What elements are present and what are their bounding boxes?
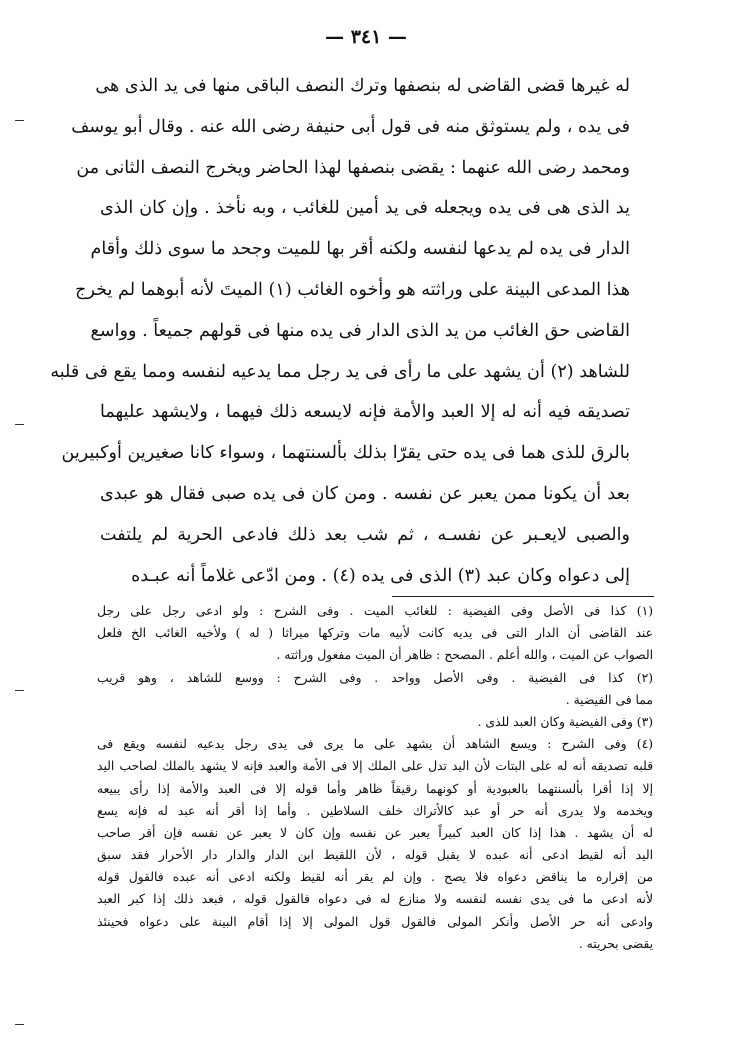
footnote-line: الصواب عن الميت ، والله أعلم . المصحح : ظاهر أن الميت مفعول وراثته . (276, 648, 653, 663)
main-text-line: هذا المدعى البينة على وراثته هو وأخوه الغائب (١) الميتَ لأنه أبوهما لم يخرج (75, 279, 630, 300)
margin-mark (15, 690, 24, 691)
main-text-line: إلى دعواه وكان عبد (٣) الذى فى يده (٤) . ومن ادّعى غلاماً أنه عبـده (131, 565, 630, 586)
main-text-line: القاضى حق الغائب من يد الذى الدار فى يده منها فى قولهم جميعاً . وواسع (90, 320, 630, 341)
footnotes (97, 600, 653, 955)
footnote-line: قلبه تصديقه أنه له على البتات لأن اليد تدل على الملك إلا فى الأمة والعبد فإنه لا يشهد بالملك لصاحب اليد (97, 759, 653, 774)
main-text-line: ومحمد رضى الله عنهما : يقضى بنصفها لهذا الحاضر ويخرج النصف الثانى من (76, 157, 630, 178)
footnote-line: يقضى بحريته . (578, 936, 653, 951)
main-text-line: يد الذى هى فى يده ويجعله فى يد أمين للغائب ، وبه نأخذ . وإن كان الذى (100, 198, 630, 219)
footnote-line: (٣) وفى الفيضية وكان العبد للذى . (477, 714, 653, 729)
margin-mark (15, 424, 24, 425)
footnote-line: عند القاضى أن الدار التى فى يديه كانت لأبيه مات وتركها ميراثا ( له ) ولأخيه الغائب الخ فلعل (97, 626, 653, 641)
footnote-line: وادعى أنه حر الأصل وأنكر المولى فالقول قول المولى إلا إذا أقام البينة على دعواه فحينئذ (97, 914, 653, 929)
footnote-separator (392, 596, 654, 597)
footnote-line: (١) كذا فى الأصل وفى الفيضية : للغائب الميت . وفى الشرح : ولو ادعى رجل على رجل (97, 604, 653, 618)
margin-mark (15, 120, 24, 121)
main-text-line: والصبى لايعـبر عن نفسـه ، ثم شب بعد ذلك فادعى الحرية لم يلتفت (100, 524, 630, 545)
page-number: — ٣٤١ — (325, 26, 407, 48)
footnote-line: اليد أنه لقيط ادعى أنه عبده لا يقبل قوله ، لأن اللقيط ابن الدار والدار دار الأحرار فقد سبق (97, 848, 653, 863)
footnote-line: له أن يشهد . هذا إذا كان العبد كبيراً يعبر عن نفسه وإن كان لا يعبر عن نفسه فإن أقر صاحب (97, 825, 653, 840)
footnote-line: إلا إذا أقرا بألسنتهما بالعبودية أو كونهما رقيقاً ظاهر وأما قوله إلا فى العبد والأمة إذا رأى يبيعه (97, 781, 653, 796)
footnote-line: لأنه ادعى ما فى يدى نفسه لنفسه ولا منازع له فى دعواه فالقول قوله ، فبعد ذلك إذا كبر العبد (97, 892, 653, 907)
main-text-line: بالرق للذى هما فى يده حتى يقرّا بذلك بألسنتهما ، وسواء كانا صغيرين أوكبيرين (61, 443, 630, 464)
main-text-line: للشاهد (٢) أن يشهد على ما رأى فى يد رجل مما يدعيه لنفسه ومما يقع فى قلبه (50, 361, 630, 382)
main-text-line: فى يده ، ولم يستوثق منه فى قول أبى حنيفة رضى الله عنه . وقال أبو يوسف (71, 116, 630, 137)
main-text-line: تصديقه فيه أنه له إلا العبد والأمة فإنه لايسعه ذلك فيهما ، ولايشهد عليهما (100, 402, 630, 423)
main-text-line: الدار فى يده لم يدعها لنفسه ولكنه أقر بها للميت وجحد ما سوى ذلك وأقام (90, 239, 630, 260)
footnote-line: (٤) وفى الشرح : ويسع الشاهد أن يشهد على ما يرى فى يدى رجل يدعيه لنفسه ويقع فى (97, 737, 653, 752)
footnote-line: ويخدمه ولا يدرى أنه حر أو عبد كالأتراك خلف السلاطين . وأما إذا أقر أنه عبد له فإنه يسع (97, 803, 653, 818)
main-text-line: له غيرها قضى القاضى له بنصفها وترك النصف الباقى منها فى يد الذى هى (95, 76, 630, 96)
main-text (50, 66, 630, 596)
margin-mark (15, 1024, 24, 1025)
footnote-line: مما فى الفيضية . (565, 692, 653, 707)
main-text-line: بعد أن يكونا ممن يعبر عن نفسه . ومن كان فى يده صبى فقال هو عبدى (100, 483, 630, 504)
footnote-line: من إقراره ما يناقض دعواه فلا يصح . وإن لم يقر أنه لقيط ولكنه ادعى أنه عبده فالقول قوله (97, 870, 653, 885)
footnote-line: (٢) كذا فى الفيضية . وفى الأصل وواحد . وفى الشرح : ووسع للشاهد ، وهو قريب (97, 670, 653, 685)
